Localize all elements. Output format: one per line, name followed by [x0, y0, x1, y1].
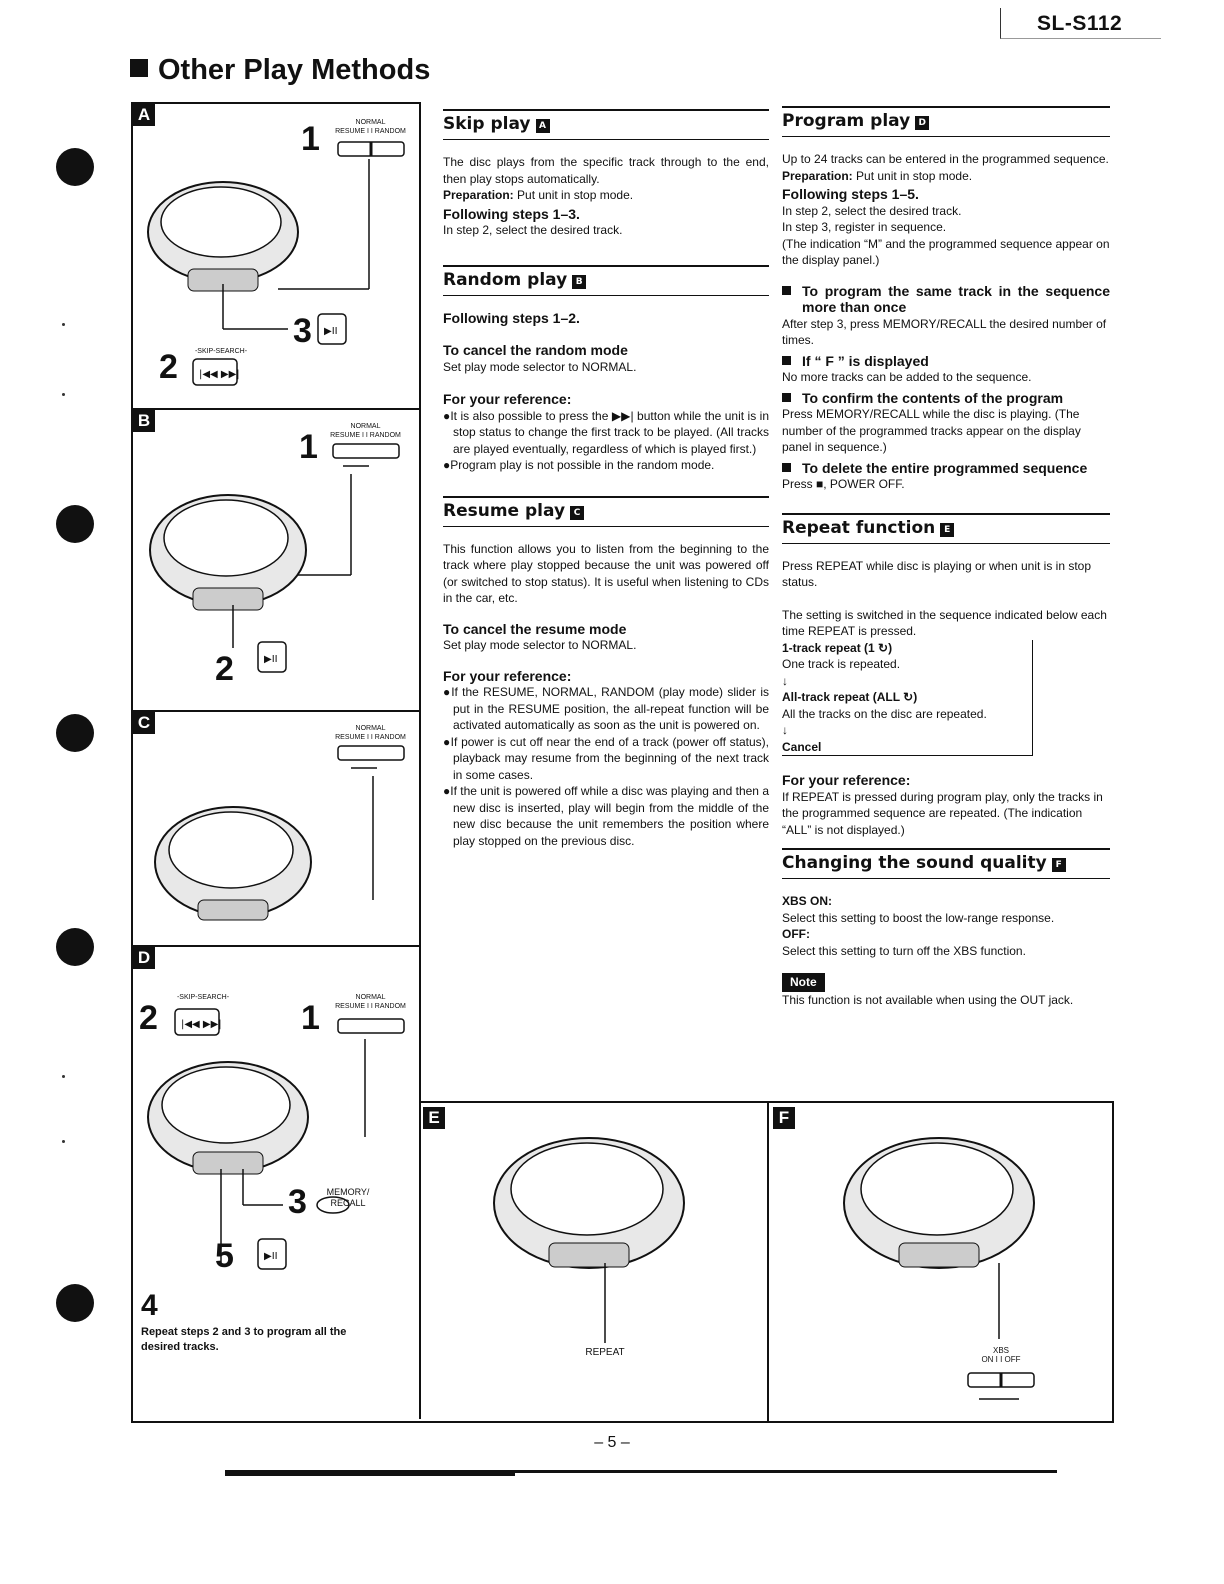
down-arrow-icon: ↓ [782, 723, 788, 737]
step-number: 2 [159, 348, 178, 386]
down-arrow-icon: ↓ [782, 673, 788, 688]
step-number: 3 [288, 1183, 307, 1221]
speck [62, 1140, 65, 1143]
program-confirm-text: Press MEMORY/RECALL while the disc is playing. (The number of the programmed tracks appear on the display panel in sequence.) [782, 407, 1081, 454]
repeat-button-label: REPEAT [585, 1347, 625, 1358]
note-text: This function is not available when using the OUT jack. [782, 992, 1074, 1007]
punch-hole-icon [56, 714, 94, 752]
xbs-on-text: Select this setting to boost the low-range response. [782, 910, 1055, 925]
random-steps-heading: Following steps 1–2. [443, 309, 580, 326]
random-reference-heading: For your reference: [443, 391, 572, 407]
repeat-reference-text: If REPEAT is pressed during program play, only the tracks in the programmed sequence are repeated. (The indication “ALL” is not displayed.) [782, 789, 1103, 837]
repeat-option-2: All-track repeat (ALL ↻) [782, 690, 918, 704]
step-number: 4 [141, 1289, 158, 1322]
figure-d [133, 947, 421, 1421]
program-step-line: In step 2, select the desired track. [782, 203, 962, 218]
figure-label: C [133, 712, 155, 734]
page-title [130, 54, 430, 87]
repeat-option-cancel: Cancel [782, 739, 1032, 757]
skip-steps-heading: Following steps 1–3. [443, 205, 580, 222]
step-number: 1 [299, 428, 318, 466]
punch-hole-icon [56, 928, 94, 966]
selector-label: NORMAL RESUME I I RANDOM [335, 119, 406, 135]
program-delete-heading: To delete the entire programmed sequence [782, 460, 1110, 477]
figure-label: E [423, 1107, 445, 1129]
program-confirm-heading: To confirm the contents of the program [782, 390, 1110, 407]
step-number: 1 [301, 999, 320, 1037]
figure-a [133, 104, 421, 410]
figure-label: F [773, 1107, 795, 1129]
section-heading-resume: Resume play C [443, 496, 769, 527]
repeat-option-1: 1-track repeat (1 ↻) [782, 640, 893, 655]
resume-cancel-text: Set play mode selector to NORMAL. [443, 638, 637, 652]
figure-label: A [133, 104, 155, 126]
memory-recall-label: MEMORY/ RECALL [326, 1187, 370, 1208]
step-number: 3 [293, 312, 312, 350]
figure-b [133, 410, 421, 712]
right-column [782, 106, 1110, 1008]
speck [62, 1075, 65, 1078]
program-same-track-text: After step 3, press MEMORY/RECALL the desired number of times. [782, 316, 1107, 347]
figure-label: D [133, 947, 155, 969]
skip-steps-text: In step 2, select the desired track. [443, 223, 623, 237]
section-heading-skip: Skip play A [443, 109, 769, 140]
step-number: 1 [301, 120, 320, 158]
xbs-off-text: Select this setting to turn off the XBS function. [782, 943, 1026, 958]
resume-bullet: ●If power is cut off near the end of a track (power off status), playback may resume from the beginning of the next track in some cases. [443, 734, 769, 782]
selector-label: NORMAL RESUME I I RANDOM [335, 994, 406, 1010]
footer-rule [225, 1470, 515, 1476]
speck [62, 323, 65, 326]
section-heading-random: Random play B [443, 265, 769, 296]
speck [62, 393, 65, 396]
xbs-on-heading: XBS ON: [782, 894, 833, 908]
skip-search-label: -SKIP-SEARCH- [176, 994, 230, 1001]
skip-preparation: Preparation: Put unit in stop mode. [443, 188, 634, 202]
step-number: 2 [215, 650, 234, 688]
step-number: 2 [139, 999, 158, 1037]
section-heading-repeat: Repeat function E [782, 513, 1110, 544]
program-steps-heading: Following steps 1–5. [782, 186, 919, 202]
svg-text:|◀◀ ▶▶|: |◀◀ ▶▶| [181, 1019, 222, 1030]
resume-reference-heading: For your reference: [443, 667, 572, 684]
figure-label: B [133, 410, 155, 432]
svg-text:▶II: ▶II [264, 654, 278, 665]
xbs-off-heading: OFF: [782, 927, 810, 941]
player-illustrations [419, 1103, 1112, 1421]
program-step-line: (The indication “M” and the programmed sequence appear on the display panel.) [782, 236, 1110, 267]
punch-hole-icon [56, 1284, 94, 1322]
resume-cancel-heading: To cancel the resume mode [443, 620, 627, 637]
program-delete-text: Press ■, POWER OFF. [782, 477, 905, 491]
svg-text:▶II: ▶II [264, 1251, 278, 1262]
resume-bullet: ●If the RESUME, NORMAL, RANDOM (play mode) slider is put in the RESUME position, the all-repeat function will be activated automatically as soon as the unit is powered on. [443, 685, 769, 732]
program-preparation: Preparation: Put unit in stop mode. [782, 168, 973, 183]
middle-column [443, 109, 769, 849]
repeat-body: Press REPEAT while disc is playing or when unit is in stop status. [782, 558, 1092, 589]
random-cancel-heading: To cancel the random mode [443, 342, 628, 358]
svg-text:|◀◀ ▶▶|: |◀◀ ▶▶| [199, 369, 240, 380]
page-title-text: Other Play Methods [158, 54, 431, 86]
repeat-option-1-text: One track is repeated. [782, 657, 901, 671]
figure-column [131, 102, 421, 1423]
footer-rule [515, 1470, 1057, 1473]
player-illustration [133, 712, 421, 945]
xbs-label: XBS ON I I OFF [981, 1346, 1021, 1364]
figure-caption: Repeat steps 2 and 3 to program all the desired tracks. [141, 1326, 347, 1353]
program-step-line: In step 3, register in sequence. [782, 220, 947, 234]
punch-hole-icon [56, 148, 94, 186]
svg-text:▶II: ▶II [324, 326, 338, 337]
model-number-box [1000, 8, 1161, 39]
page-number: – 5 – [594, 1434, 630, 1451]
random-cancel-text: Set play mode selector to NORMAL. [443, 359, 637, 374]
player-illustration [133, 410, 421, 710]
program-f-text: No more tracks can be added to the sequence. [782, 370, 1032, 384]
repeat-sequence-intro: The setting is switched in the sequence indicated below each time REPEAT is pressed. [782, 607, 1107, 638]
note-badge: Note [782, 973, 825, 992]
model-number: SL-S112 [1037, 12, 1123, 35]
section-heading-sound: Changing the sound quality F [782, 848, 1110, 879]
figure-ef-box [419, 1101, 1114, 1423]
resume-body: This function allows you to listen from the beginning to the track where play stopped because the unit was powered off (or switched to stop status). It is useful when listening to CDs in the car, etc. [443, 541, 769, 605]
repeat-reference-heading: For your reference: [782, 772, 911, 788]
figure-c [133, 712, 421, 947]
repeat-option-2-text: All the tracks on the disc are repeated. [782, 706, 987, 721]
program-body: Up to 24 tracks can be entered in the programmed sequence. [782, 152, 1109, 166]
repeat-sequence [782, 640, 1033, 757]
random-bullet: ●It is also possible to press the ▶▶| button while the unit is in stop status to change the first track to be played. (All tracks are played eventually, regardless of which is played first.) [443, 408, 769, 456]
skip-search-label: -SKIP-SEARCH- [194, 348, 248, 355]
program-f-heading: If “ F ” is displayed [782, 353, 1110, 370]
section-heading-program: Program play D [782, 106, 1110, 137]
resume-bullet: ●If the unit is powered off while a disc was playing and then a new disc is inserted, play will begin from the middle of the new disc because the unit remembers the position where play stopped on the previous disc. [443, 784, 769, 848]
skip-body: The disc plays from the specific track through to the end, then play stops automatically. [443, 155, 769, 186]
selector-label: NORMAL RESUME I I RANDOM [335, 725, 406, 741]
program-same-track-heading: To program the same track in the sequence more than once [782, 283, 1110, 316]
step-number: 5 [215, 1237, 234, 1275]
selector-label: NORMAL RESUME I I RANDOM [330, 423, 401, 439]
title-bullet-icon [130, 59, 148, 77]
random-bullet: ●Program play is not possible in the random mode. [443, 458, 715, 472]
punch-hole-icon [56, 505, 94, 543]
